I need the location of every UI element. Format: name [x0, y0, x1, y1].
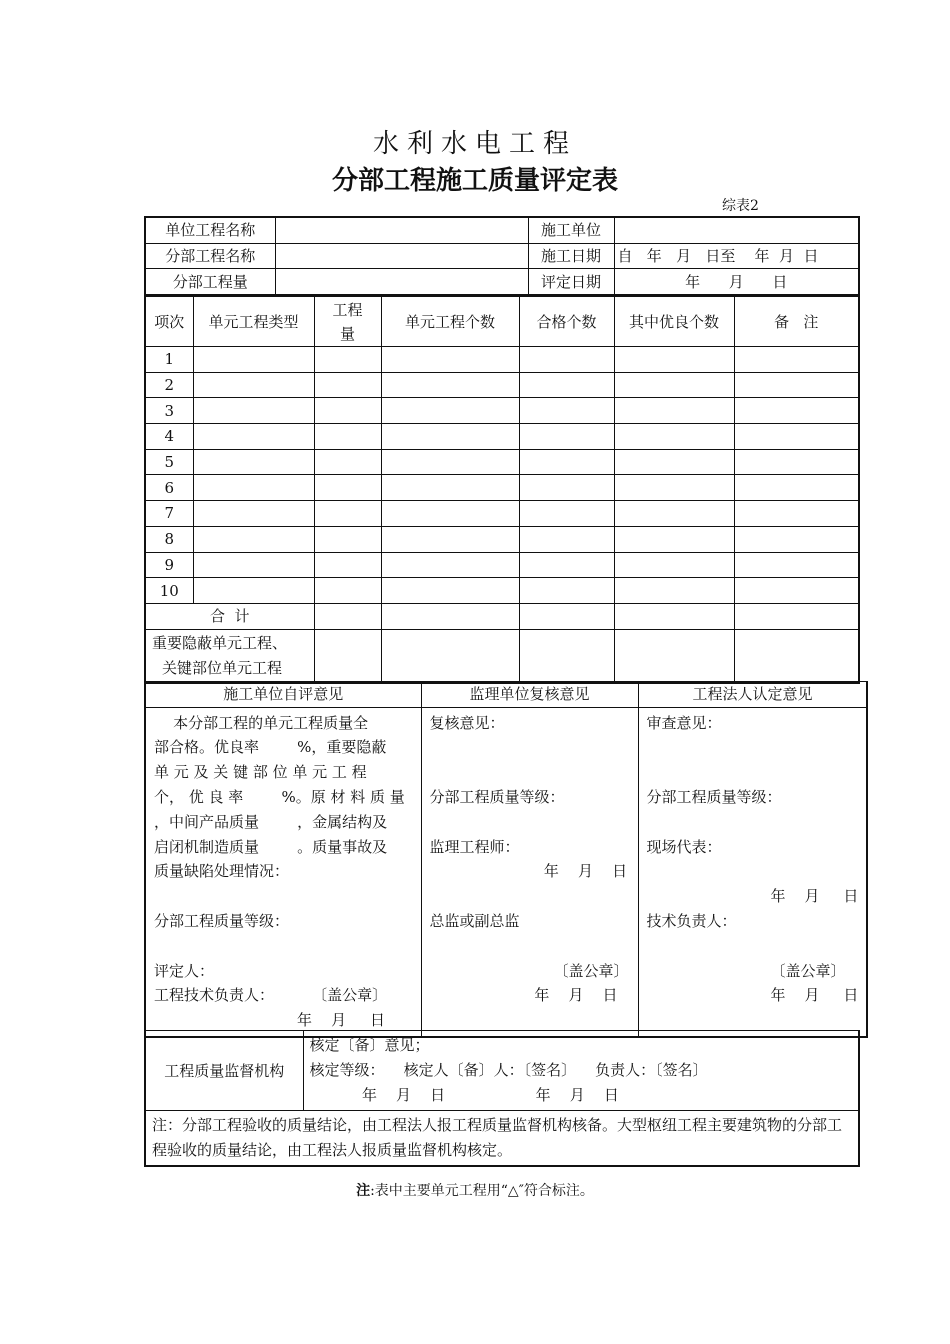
- opinion-line: 分部工程质量等级：: [646, 788, 782, 807]
- opinion-line: 部合格。优良率 %，重要隐蔽: [154, 738, 387, 757]
- item-row-cell[interactable]: [193, 347, 314, 373]
- opinion-line: 分部工程质量等级：: [154, 912, 290, 931]
- item-row-cell[interactable]: [314, 526, 381, 552]
- supervisory-label: 工程质量监督机构: [145, 1031, 303, 1111]
- important-cell[interactable]: [734, 629, 859, 683]
- item-row-number: 1: [145, 347, 193, 373]
- opinions-table: [144, 681, 868, 1038]
- opinion-line: [154, 934, 413, 959]
- item-row-cell[interactable]: [734, 424, 859, 450]
- item-row-cell[interactable]: [734, 578, 859, 604]
- opinion-line: 技术负责人：: [646, 912, 737, 931]
- item-row-cell[interactable]: [314, 552, 381, 578]
- item-row-cell[interactable]: [193, 424, 314, 450]
- item-row-cell[interactable]: [193, 449, 314, 475]
- title-line1: 水利水电工程: [372, 129, 577, 159]
- item-row-cell[interactable]: [314, 372, 381, 398]
- item-row-number: 10: [145, 578, 193, 604]
- important-cell[interactable]: [519, 629, 614, 683]
- item-row-cell[interactable]: [614, 449, 734, 475]
- opinion-line: 工程技术负责人： 〔盖公章〕: [154, 986, 388, 1005]
- opinion-line: ，中间产品质量 ，金属结构及: [154, 812, 388, 831]
- footnote: 注:表中主要单元工程用“△″符合标注。: [356, 1183, 594, 1199]
- item-row-cell[interactable]: [381, 526, 519, 552]
- total-label: 合 计: [145, 603, 314, 629]
- info-table: [144, 216, 860, 296]
- item-row-number: 8: [145, 526, 193, 552]
- item-row-cell[interactable]: [381, 475, 519, 501]
- item-row: [145, 526, 859, 552]
- opinion-line: 年 月 日: [429, 862, 628, 881]
- opinion-line: 现场代表：: [646, 837, 722, 856]
- col-quantity: 工程量: [314, 297, 381, 347]
- item-row-cell[interactable]: [734, 526, 859, 552]
- opinion-line: 复核意见：: [429, 713, 505, 732]
- supervisory-opinion[interactable]: 核定〔备〕意见； 核定等级： 核定人〔备〕人：〔签名〕 负责人：〔签名〕 年 月 日 年 月 日: [303, 1031, 859, 1111]
- total-cell[interactable]: [614, 603, 734, 629]
- supervision-opinion[interactable]: [421, 707, 638, 1037]
- item-row-cell[interactable]: [519, 398, 614, 424]
- item-row-cell[interactable]: [734, 501, 859, 527]
- item-row-cell[interactable]: [519, 449, 614, 475]
- item-row-cell[interactable]: [314, 501, 381, 527]
- item-row-cell[interactable]: [381, 398, 519, 424]
- item-row-number: 6: [145, 475, 193, 501]
- opinion-line: 〔盖公章〕: [429, 961, 629, 980]
- item-row-cell[interactable]: [193, 578, 314, 604]
- opinion-line: [430, 735, 630, 760]
- item-row-cell[interactable]: [314, 347, 381, 373]
- opinion-line: 年 月 日: [429, 986, 618, 1005]
- item-row-cell[interactable]: [734, 552, 859, 578]
- item-row-cell[interactable]: [519, 501, 614, 527]
- item-row-cell[interactable]: [614, 424, 734, 450]
- col-item-no: 项次: [145, 297, 193, 347]
- col-excellent-count: 其中优良个数: [614, 297, 734, 347]
- self-eval-header: 施工单位自评意见: [145, 682, 421, 708]
- item-row-cell[interactable]: [734, 449, 859, 475]
- item-row: [145, 475, 859, 501]
- item-row-cell[interactable]: [381, 449, 519, 475]
- item-row: [145, 578, 859, 604]
- item-row-cell[interactable]: [734, 347, 859, 373]
- important-cell[interactable]: [381, 629, 519, 683]
- col-unit-type: 单元工程类型: [193, 297, 314, 347]
- evaluation-date-label: 评定日期: [528, 269, 614, 295]
- opinion-line: [647, 859, 859, 884]
- sub-project-name-value[interactable]: [275, 243, 528, 269]
- evaluation-date-value[interactable]: 年 月 日: [614, 269, 859, 295]
- form-number: 综表2: [722, 198, 759, 214]
- item-row-cell[interactable]: [614, 552, 734, 578]
- opinion-line: 本分部工程的单元工程质量全: [154, 713, 369, 732]
- item-row-cell[interactable]: [193, 398, 314, 424]
- item-row: [145, 347, 859, 373]
- item-row-cell[interactable]: [734, 398, 859, 424]
- important-cell[interactable]: [614, 629, 734, 683]
- item-row-cell[interactable]: [314, 475, 381, 501]
- item-row: [145, 501, 859, 527]
- item-row-cell[interactable]: [193, 501, 314, 527]
- opinion-line: 总监或副总监: [429, 912, 520, 931]
- self-eval-opinion[interactable]: [145, 707, 421, 1037]
- item-row-cell[interactable]: [519, 424, 614, 450]
- item-row-cell[interactable]: [614, 578, 734, 604]
- item-row-number: 9: [145, 552, 193, 578]
- opinion-line: [647, 810, 859, 835]
- opinion-line: 质量缺陷处理情况：: [154, 862, 290, 881]
- owner-header: 工程法人认定意见: [638, 682, 867, 708]
- opinion-line: 监理工程师：: [429, 837, 520, 856]
- total-cell[interactable]: [519, 603, 614, 629]
- opinion-line: [647, 934, 859, 959]
- item-row-cell[interactable]: [519, 578, 614, 604]
- opinion-line: 〔盖公章〕: [646, 961, 846, 980]
- item-row-cell[interactable]: [614, 372, 734, 398]
- item-row-cell[interactable]: [519, 552, 614, 578]
- important-cell[interactable]: [314, 629, 381, 683]
- title-line2: 分部工程施工质量评定表: [331, 166, 618, 196]
- item-row-cell[interactable]: [614, 398, 734, 424]
- item-row-cell[interactable]: [381, 501, 519, 527]
- item-row-cell[interactable]: [193, 552, 314, 578]
- item-row-cell[interactable]: [519, 475, 614, 501]
- unit-project-name-value[interactable]: [275, 217, 528, 243]
- item-row-number: 4: [145, 424, 193, 450]
- item-row: [145, 398, 859, 424]
- total-cell[interactable]: [381, 603, 519, 629]
- col-qualified-count: 合格个数: [519, 297, 614, 347]
- item-row-cell[interactable]: [314, 449, 381, 475]
- item-row: [145, 372, 859, 398]
- item-row-cell[interactable]: [614, 475, 734, 501]
- construction-unit-label: 施工单位: [528, 217, 614, 243]
- item-row: [145, 552, 859, 578]
- opinion-line: [430, 934, 630, 959]
- item-row-cell[interactable]: [734, 475, 859, 501]
- item-row-number: 7: [145, 501, 193, 527]
- opinion-line: 分部工程质量等级：: [429, 788, 565, 807]
- opinion-line: 单 元 及 关 键 部 位 单 元 工 程: [154, 763, 367, 782]
- item-row-cell[interactable]: [519, 526, 614, 552]
- opinion-line: [430, 760, 630, 785]
- opinion-line: 年 月 日: [646, 986, 859, 1005]
- col-remarks: 备 注: [734, 297, 859, 347]
- item-row-cell[interactable]: [314, 424, 381, 450]
- opinion-line: [647, 735, 859, 760]
- item-row-cell[interactable]: [381, 372, 519, 398]
- item-row-cell[interactable]: [381, 552, 519, 578]
- item-row-cell[interactable]: [381, 578, 519, 604]
- construction-date-label: 施工日期: [528, 243, 614, 269]
- col-unit-count: 单元工程个数: [381, 297, 519, 347]
- supervisory-table: [144, 1030, 860, 1167]
- opinion-line: 年 月 日: [646, 887, 859, 906]
- item-row-cell[interactable]: [314, 578, 381, 604]
- item-row: [145, 449, 859, 475]
- items-table: [144, 296, 860, 684]
- item-row-cell[interactable]: [193, 372, 314, 398]
- item-row-cell[interactable]: [734, 372, 859, 398]
- opinion-line: 评定人：: [154, 961, 215, 980]
- item-row-cell[interactable]: [614, 501, 734, 527]
- item-row-cell[interactable]: [614, 347, 734, 373]
- table-note: 注：分部工程验收的质量结论，由工程法人报工程质量监督机构核备。大型枢纽工程主要建筑物的分部工程验收的质量结论，由工程法人报质量监督机构核定。: [145, 1111, 859, 1167]
- item-row-number: 3: [145, 398, 193, 424]
- unit-project-name-label: 单位工程名称: [145, 217, 275, 243]
- item-row-number: 5: [145, 449, 193, 475]
- opinion-line: 启闭机制造质量 。质量事故及: [154, 837, 388, 856]
- item-row-cell[interactable]: [519, 347, 614, 373]
- opinion-line: [647, 760, 859, 785]
- important-units-label: 重要隐蔽单元工程、 关键部位单元工程: [145, 629, 314, 683]
- sub-project-name-label: 分部工程名称: [145, 243, 275, 269]
- supervision-header: 监理单位复核意见: [421, 682, 638, 708]
- sub-project-quantity-value[interactable]: [275, 269, 528, 295]
- item-row-cell[interactable]: [193, 526, 314, 552]
- construction-unit-value[interactable]: [614, 217, 859, 243]
- opinion-line: [154, 884, 413, 909]
- opinion-line: 年 月 日: [154, 1011, 385, 1030]
- item-row: [145, 424, 859, 450]
- item-row-cell[interactable]: [381, 424, 519, 450]
- opinion-line: 个， 优 良 率 %。原 材 料 质 量: [154, 788, 405, 807]
- opinion-line: [430, 810, 630, 835]
- item-row-cell[interactable]: [519, 372, 614, 398]
- item-row-cell[interactable]: [314, 398, 381, 424]
- item-row-cell[interactable]: [381, 347, 519, 373]
- total-cell[interactable]: [734, 603, 859, 629]
- item-row-cell[interactable]: [614, 526, 734, 552]
- total-cell[interactable]: [314, 603, 381, 629]
- construction-date-value[interactable]: 自 年 月 日至 年 月 日: [614, 243, 859, 269]
- item-row-number: 2: [145, 372, 193, 398]
- opinion-line: [430, 884, 630, 909]
- opinion-line: 审查意见：: [646, 713, 722, 732]
- owner-opinion[interactable]: [638, 707, 867, 1037]
- item-row-cell[interactable]: [193, 475, 314, 501]
- sub-project-quantity-label: 分部工程量: [145, 269, 275, 295]
